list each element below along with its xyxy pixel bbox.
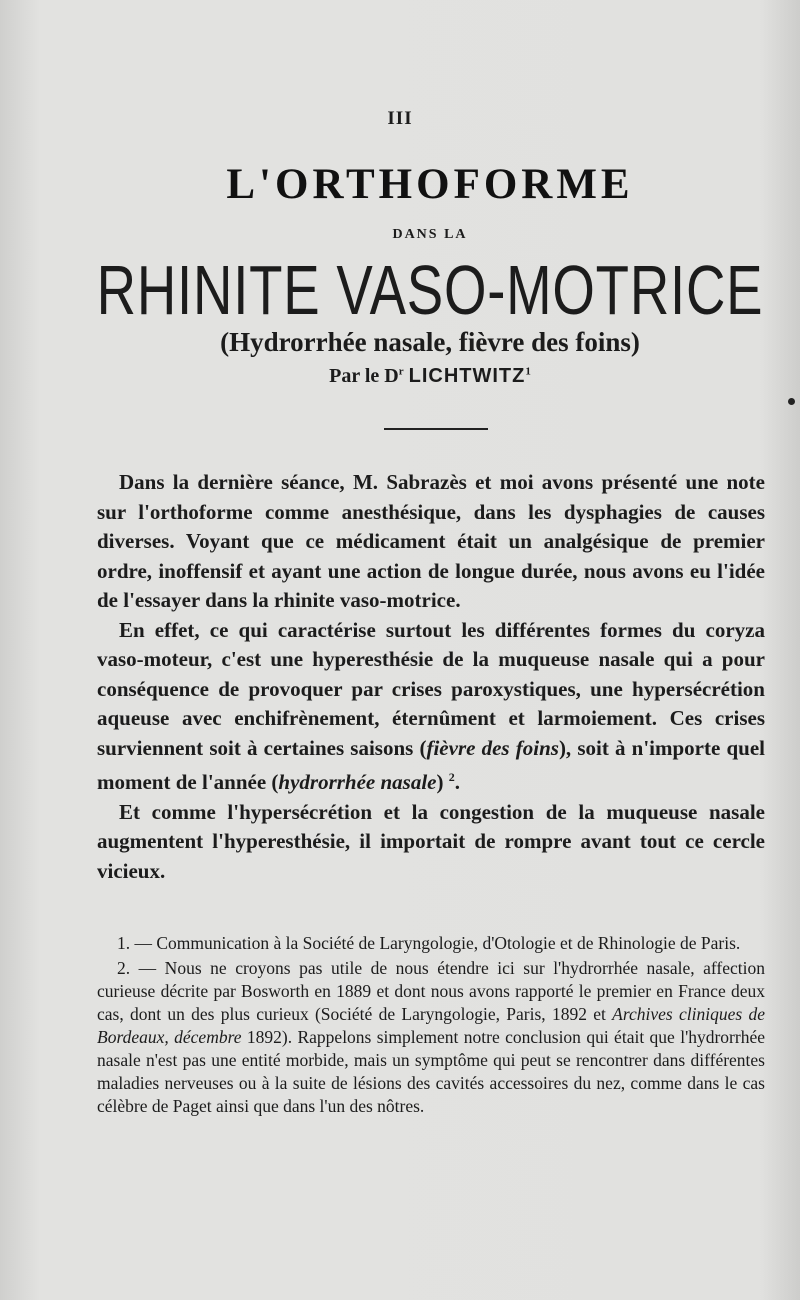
article-body bbox=[97, 468, 765, 886]
byline-prefix: Par le D bbox=[329, 365, 399, 387]
footnote-2-italic: Archives cliniques de Bordeaux, décembre bbox=[97, 1004, 765, 1047]
footnote-1: 1. — Communication à la Société de Laryngologie, d'Otologie et de Rhinologie de Paris. bbox=[117, 933, 741, 953]
footnote-ref-1: 1 bbox=[525, 365, 531, 378]
title-connector: DANS LA bbox=[392, 227, 468, 242]
footnote-2-part-a: 2. — Nous ne croyons pas utile de nous étendre ici sur l'hydrorrhée nasale, affection curieuse décrite par Bosworth en 1889 et dont nous avons rapporté le premier en France deux cas, dont un des plus curieux (Société de Laryngologie, Paris, 1892 et bbox=[97, 958, 765, 1024]
paragraph-2-italic-1: fièvre des foins bbox=[426, 735, 559, 760]
divider-rule bbox=[384, 428, 488, 430]
paragraph-2-italic-2: hydrorrhée nasale bbox=[278, 770, 437, 794]
byline bbox=[0, 365, 800, 388]
page-number: III bbox=[387, 108, 413, 129]
paragraph-1: Dans la dernière séance, M. Sabrazès et moi avons présenté une note sur l'orthoforme comme anesthésique, dans les dysphagies de causes diverses. Voyant que ce médicament était un analgésique de premier ordre, inoffensif et ayant une action de longue durée, nous avons eu l'idée de l'essayer dans la rhinite vaso-motrice. bbox=[97, 470, 765, 612]
article-subtitle: (Hydrorrhée nasale, fièvre des foins) bbox=[220, 327, 640, 357]
paragraph-2-part-b: ), soit à n'importe quel moment de l'année ( bbox=[97, 735, 765, 794]
author-name: LICHTWITZ bbox=[408, 365, 526, 387]
byline-degree: r bbox=[398, 365, 404, 378]
footnotes bbox=[97, 932, 765, 1120]
footnote-2-part-b: 1892). Rappelons simplement notre conclusion qui était que l'hydrorrhée nasale n'est pas une entité morbide, mais un symptôme qui peut se rencontrer dans différentes maladies nerveuses ou à la suite de lésions des cavités accessoires du nez, comme dans le cas célèbre de Paget ainsi que dans l'un des nôtres. bbox=[97, 1027, 765, 1116]
paragraph-2-part-c: ) bbox=[436, 770, 449, 794]
article-title: L'ORTHOFORME bbox=[226, 161, 634, 208]
paragraph-2 bbox=[97, 616, 765, 798]
paragraph-3: Et comme l'hypersécrétion et la congestion de la muqueuse nasale augmentent l'hyperesthésie, il importait de rompre avant tout ce cercle vicieux. bbox=[97, 799, 765, 883]
margin-dot bbox=[788, 398, 795, 405]
article-subject-title: RHINITE VASO-MOTRICE bbox=[96, 251, 764, 329]
paragraph-2-part-d: . bbox=[454, 770, 461, 794]
paragraph-2-part-a: En effet, ce qui caractérise surtout les différentes formes du coryza vaso-moteur, c'est une hyperesthésie de la muqueuse nasale qui a pour conséquence de provoquer par crises paroxystiques, une hypersécrétion aqueuse avec enchifrènement, éternûment et larmoiement. Ces crises surviennent soit à certaines saisons ( bbox=[97, 617, 765, 760]
footnote-2 bbox=[97, 957, 765, 1118]
footnote-ref-2: 2 bbox=[448, 770, 455, 784]
